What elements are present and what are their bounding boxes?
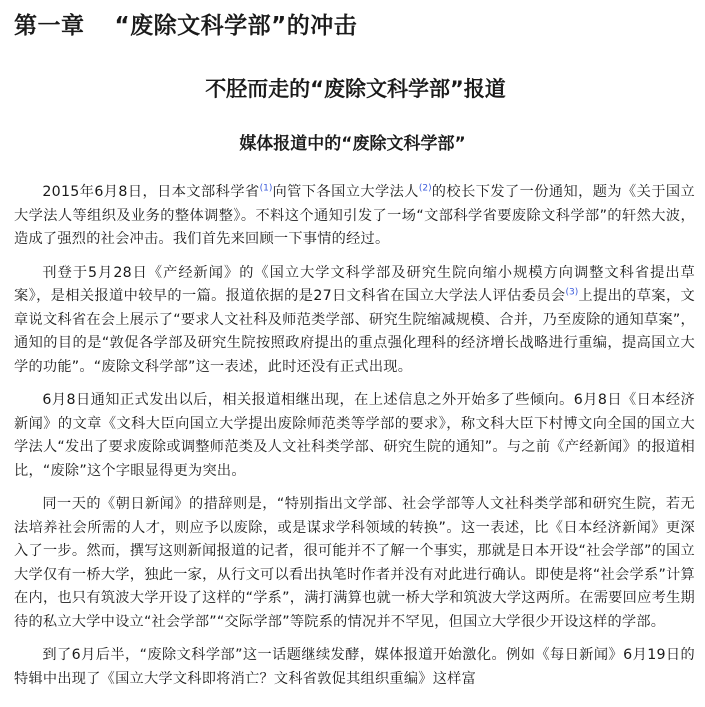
- chapter-number: 第一章: [14, 13, 85, 39]
- chapter-title: [14, 10, 357, 42]
- paragraph-5: 到了6月后半，“废除文科学部”这一话题继续发酵，媒体报道开始激化。例如《每日新闻》6月19日的特辑中出现了《国立大学文科即将消亡？文科省敦促其组织重编》这样富: [14, 647, 695, 687]
- body-text: [14, 181, 695, 701]
- subsection-title: 媒体报道中的“废除文科学部”: [239, 134, 466, 154]
- paragraph-1-text-a: 2015年6月8日，日本文部科学省: [42, 184, 260, 200]
- paragraph-1-text-b: 向管下各国立大学法人: [272, 184, 419, 200]
- footnote-marker-1[interactable]: (1): [259, 183, 273, 194]
- footnote-marker-3[interactable]: (3): [565, 287, 579, 298]
- footnote-marker-2[interactable]: (2): [418, 183, 432, 194]
- paragraph-1-text-c: 的校长下发了一份通知，题为《关于国立大学法人等组织及业务的整体调整》。不料这个通知引发了一场“文部科学省要废除文科学部”的轩然大波，造成了强烈的社会冲击。我们首先来回顾一下事情的经过。: [14, 184, 695, 247]
- paragraph-2-text-a: 刊登于5月28日《产经新闻》的《国立大学文科学部及研究生院向缩小规模方向调整文科省提出草案》，是相关报道中较早的一篇。报道依据的是27日文科省在国立大学法人评估委员会: [14, 264, 695, 304]
- paragraph-2-text-b: 上提出的草案，文章说文科省在会上展示了“要求人文社科及师范类学部、研究生院缩减规模、合并，乃至废除的通知草案”，通知的目的是“敦促各学部及研究生院按照政府提出的重点强化理科的经济增长战略进行重编，提高国立大学的功能”。“废除文科学部”这一表述，此时还没有正式出现。: [14, 288, 695, 375]
- paragraph-3: 6月8日通知正式发出以后，相关报道相继出现，在上述信息之外开始多了些倾向。6月8日《日本经济新闻》的文章《文科大臣向国立大学提出废除师范类等学部的要求》，称文科大臣下村博文向全国的国立大学法人“发出了要求废除或调整师范类及人文社科类学部、研究生院的通知”。与之前《产经新闻》的报道相比，“废除”这个字眼显得更为突出。: [14, 392, 695, 479]
- section-title: 不胫而走的“废除文科学部”报道: [205, 77, 506, 101]
- chapter-name: “废除文科学部”的冲击: [114, 13, 358, 39]
- paragraph-1: [14, 181, 695, 252]
- paragraph-2: [14, 262, 695, 380]
- paragraph-4: 同一天的《朝日新闻》的措辞则是，“特别指出文学部、社会学部等人文社科类学部和研究生院，若无法培养社会所需的人才，则应予以废除，或是谋求学科领域的转换”。这一表述，比《日本经济新闻》更深入了一步。然而，撰写这则新闻报道的记者，很可能并不了解一个事实，那就是日本开设“社会学部”的国立大学仅有一桥大学，独此一家，从行文可以看出执笔时作者并没有对此进行确认。即使是将“社会学系”计算在内，也只有筑波大学开设了这样的“学系”，满打满算也就一桥大学和筑波大学这两所。在需要回应考生期待的私立大学中设立“社会学部”“交际学部”等院系的情况并不罕见，但国立大学很少开设这样的学部。: [14, 496, 695, 630]
